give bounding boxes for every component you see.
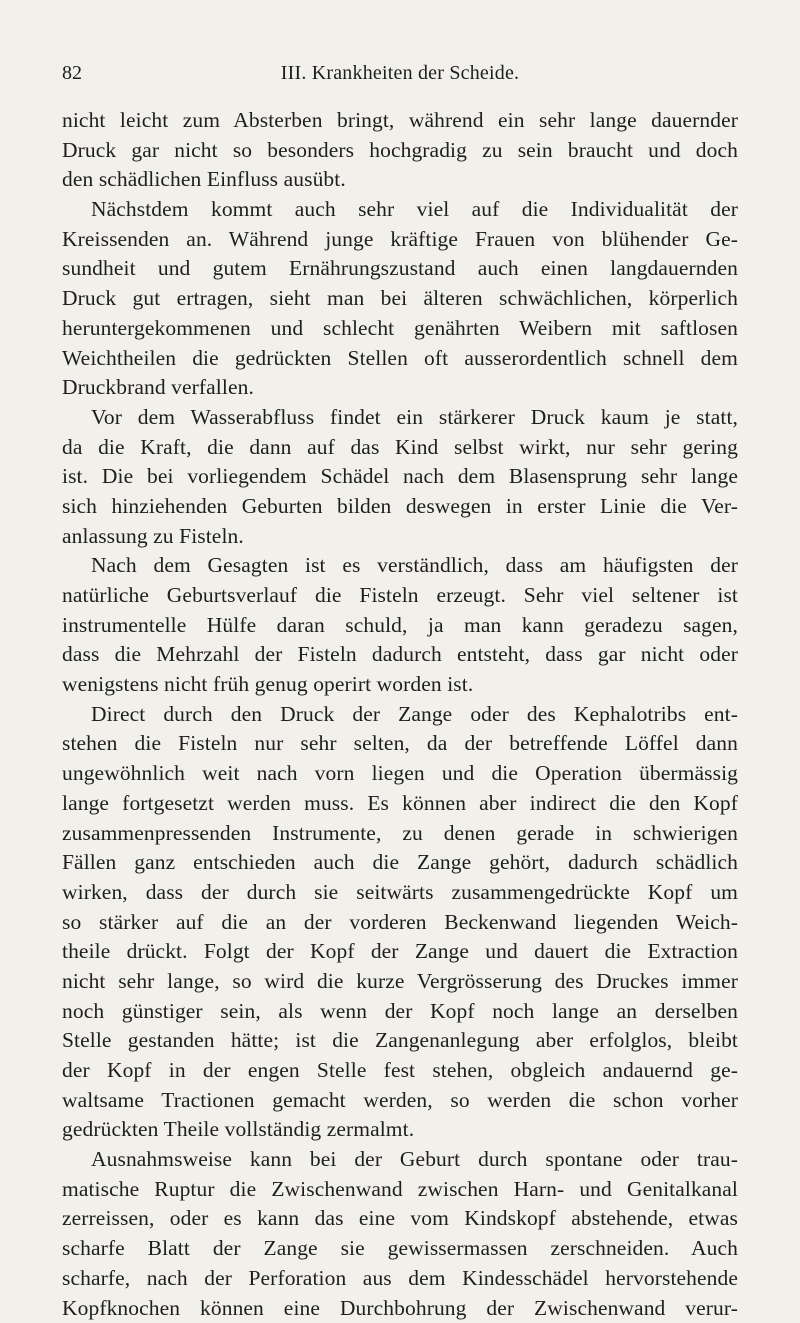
- text-line: zerreissen, oder es kann das eine vom Kindskopf abstehende, etwas: [62, 1204, 738, 1234]
- text-line: dass die Mehrzahl der Fisteln dadurch entsteht, dass gar nicht oder: [62, 640, 738, 670]
- text-line: nicht sehr lange, so wird die kurze Vergrösserung des Druckes immer: [62, 967, 738, 997]
- text-line: wirken, dass der durch sie seitwärts zusammengedrückte Kopf um: [62, 878, 738, 908]
- text-line: Weichtheilen die gedrückten Stellen oft ausserordentlich schnell dem: [62, 344, 738, 374]
- text-line: wenigstens nicht früh genug operirt worden ist.: [62, 670, 738, 700]
- page-number: 82: [62, 58, 82, 88]
- text-line: ungewöhnlich weit nach vorn liegen und die Operation übermässig: [62, 759, 738, 789]
- text-line: zusammenpressenden Instrumente, zu denen gerade in schwierigen: [62, 819, 738, 849]
- text-line: stehen die Fisteln nur sehr selten, da der betreffende Löffel dann: [62, 729, 738, 759]
- text-line: gedrückten Theile vollständig zermalmt.: [62, 1115, 738, 1145]
- page-header: [62, 58, 738, 88]
- text-line: der Kopf in der engen Stelle fest stehen, obgleich andauernd ge-: [62, 1056, 738, 1086]
- text-line: noch günstiger sein, als wenn der Kopf noch lange an derselben: [62, 997, 738, 1027]
- text-line: Druck gar nicht so besonders hochgradig zu sein braucht und doch: [62, 136, 738, 166]
- text-line: Nach dem Gesagten ist es verständlich, dass am häufigsten der: [62, 551, 738, 581]
- text-line: Druckbrand verfallen.: [62, 373, 738, 403]
- text-line: Druck gut ertragen, sieht man bei älteren schwächlichen, körperlich: [62, 284, 738, 314]
- text-line: da die Kraft, die dann auf das Kind selbst wirkt, nur sehr gering: [62, 433, 738, 463]
- text-line: Nächstdem kommt auch sehr viel auf die Individualität der: [62, 195, 738, 225]
- text-line: waltsame Tractionen gemacht werden, so werden die schon vorher: [62, 1086, 738, 1116]
- text-line: Kopfknochen können eine Durchbohrung der Zwischenwand verur-: [62, 1294, 738, 1323]
- text-line: Kreissenden an. Während junge kräftige Frauen von blühender Ge-: [62, 225, 738, 255]
- text-line: instrumentelle Hülfe daran schuld, ja man kann geradezu sagen,: [62, 611, 738, 641]
- text-line: sundheit und gutem Ernährungszustand auch einen langdauernden: [62, 254, 738, 284]
- text-line: Vor dem Wasserabfluss findet ein stärkerer Druck kaum je statt,: [62, 403, 738, 433]
- text-line: natürliche Geburtsverlauf die Fisteln erzeugt. Sehr viel seltener ist: [62, 581, 738, 611]
- running-title: III. Krankheiten der Scheide.: [62, 58, 738, 88]
- text-line: scharfe Blatt der Zange sie gewissermassen zerschneiden. Auch: [62, 1234, 738, 1264]
- text-line: Direct durch den Druck der Zange oder des Kephalotribs ent-: [62, 700, 738, 730]
- text-line: den schädlichen Einfluss ausübt.: [62, 165, 738, 195]
- text-line: Ausnahmsweise kann bei der Geburt durch spontane oder trau-: [62, 1145, 738, 1175]
- text-line: so stärker auf die an der vorderen Beckenwand liegenden Weich-: [62, 908, 738, 938]
- text-line: scharfe, nach der Perforation aus dem Kindesschädel hervorstehende: [62, 1264, 738, 1294]
- text-line: sich hinziehenden Geburten bilden deswegen in erster Linie die Ver-: [62, 492, 738, 522]
- text-line: heruntergekommenen und schlecht genährten Weibern mit saftlosen: [62, 314, 738, 344]
- text-line: lange fortgesetzt werden muss. Es können aber indirect die den Kopf: [62, 789, 738, 819]
- text-line: matische Ruptur die Zwischenwand zwischen Harn- und Genitalkanal: [62, 1175, 738, 1205]
- text-line: ist. Die bei vorliegendem Schädel nach dem Blasensprung sehr lange: [62, 462, 738, 492]
- text-line: Stelle gestanden hätte; ist die Zangenanlegung aber erfolglos, bleibt: [62, 1026, 738, 1056]
- text-line: Fällen ganz entschieden auch die Zange gehört, dadurch schädlich: [62, 848, 738, 878]
- text-line: nicht leicht zum Absterben bringt, während ein sehr lange dauernder: [62, 106, 738, 136]
- text-line: anlassung zu Fisteln.: [62, 522, 738, 552]
- text-line: theile drückt. Folgt der Kopf der Zange und dauert die Extraction: [62, 937, 738, 967]
- body-text: [62, 106, 738, 1323]
